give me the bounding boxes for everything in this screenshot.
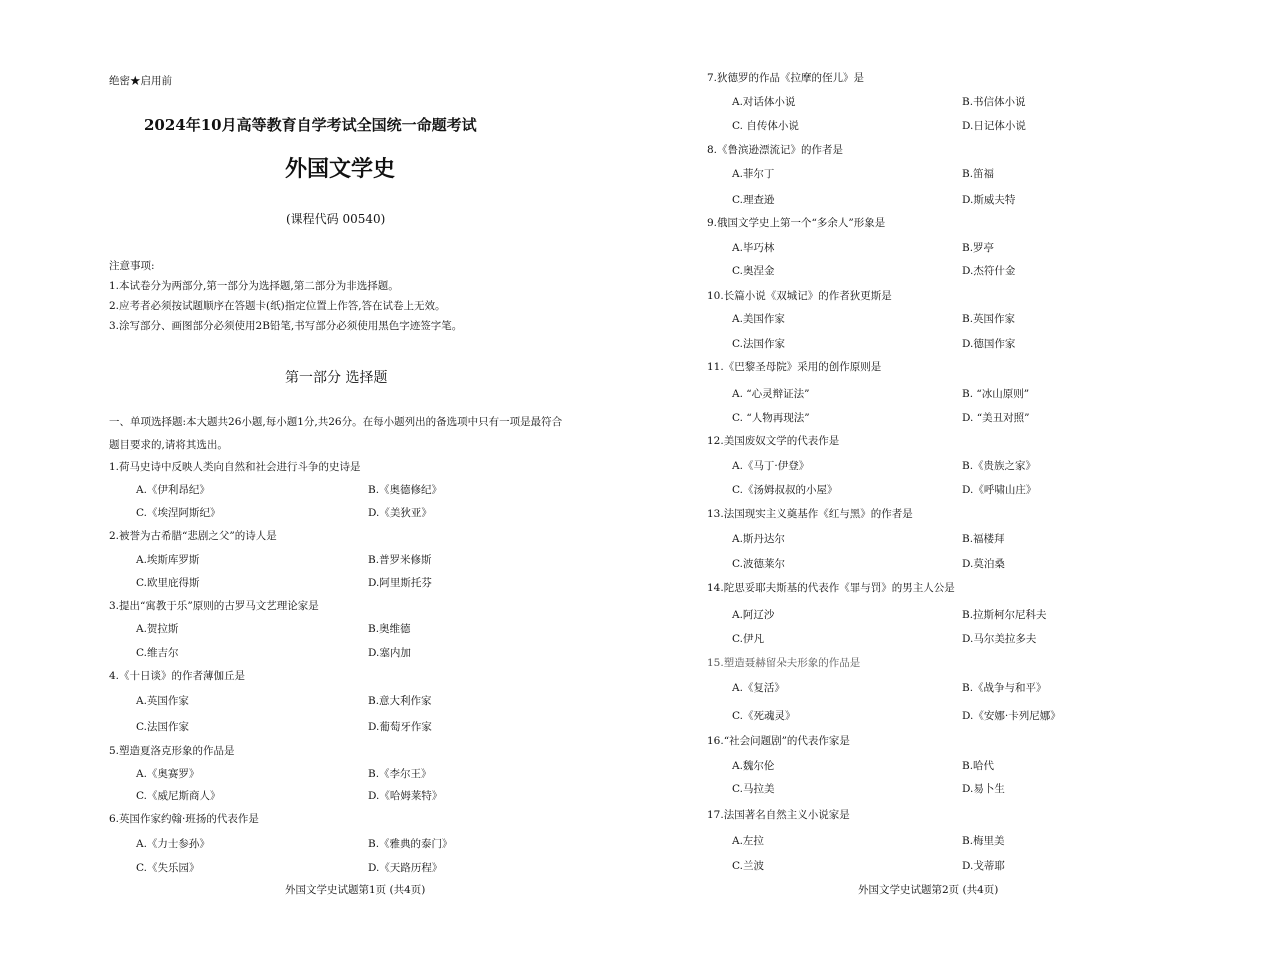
option-c: C.《失乐园》 [136,862,200,874]
page-footer: 外国文学史试题第1页 (共4页) [285,884,426,896]
option-b: B.《战争与和平》 [962,682,1047,694]
option-b: B.英国作家 [962,313,1016,325]
option-a: A.《奥赛罗》 [136,768,200,780]
option-a: A.贺拉斯 [136,623,179,635]
option-d: D.斯威夫特 [962,194,1016,206]
option-c: C.欧里庇得斯 [136,577,200,589]
option-c: C.《汤姆叔叔的小屋》 [732,484,838,496]
option-c: C. “人物再现法” [732,412,810,424]
note-item: 1.本试卷分为两部分,第一部分为选择题,第二部分为非选择题。 [109,280,399,292]
option-c: C.法国作家 [732,338,785,350]
option-c: C.理查逊 [732,194,775,206]
option-b: B.《奥德修纪》 [368,484,443,496]
option-d: D.戈蒂耶 [962,860,1005,872]
option-a: A.《复活》 [732,682,785,694]
option-d: D.莫泊桑 [962,558,1005,570]
option-a: A.左拉 [732,835,764,847]
option-b: B. “冰山原则” [962,388,1030,400]
option-b: B.笛福 [962,168,995,180]
option-a: A.《马丁·伊登》 [732,460,810,472]
option-c: C.奥涅金 [732,265,775,277]
confidential-mark: 绝密★启用前 [109,75,172,87]
question: 11.《巴黎圣母院》采用的创作原则是 [707,361,882,373]
question: 14.陀思妥耶夫斯基的代表作《罪与罚》的男主人公是 [707,582,955,594]
option-b: B.《雅典的泰门》 [368,838,453,850]
option-d: D.杰符什金 [962,265,1016,277]
option-b: B.《李尔王》 [368,768,432,780]
question: 16.“社会问题剧”的代表作家是 [707,735,850,747]
option-a: A.魏尔伦 [732,760,775,772]
option-a: A.美国作家 [732,313,785,325]
note-item: 2.应考者必须按试题顺序在答题卡(纸)指定位置上作答,答在试卷上无效。 [109,300,446,312]
option-c: C.马拉美 [732,783,775,795]
question: 1.荷马史诗中反映人类向自然和社会进行斗争的史诗是 [109,461,361,473]
option-b: B.奥维德 [368,623,411,635]
question: 4.《十日谈》的作者薄伽丘是 [109,670,246,682]
option-c: C.《死魂灵》 [732,710,796,722]
option-d: D.马尔美拉多夫 [962,633,1037,645]
page-footer: 外国文学史试题第2页 (共4页) [858,884,999,896]
option-a: A.《伊利昂纪》 [136,484,210,496]
option-b: B.福楼拜 [962,533,1005,545]
question: 12.美国废奴文学的代表作是 [707,435,840,447]
question: 6.英国作家约翰·班扬的代表作是 [109,813,259,825]
option-d: D. “美丑对照” [962,412,1030,424]
note-item: 3.涂写部分、画图部分必须使用2B铅笔,书写部分必须使用黑色字迹签字笔。 [109,320,463,332]
option-c: C.《威尼斯商人》 [136,790,221,802]
question: 3.提出“寓教于乐”原则的古罗马文艺理论家是 [109,600,319,612]
option-d: D.《安娜·卡列尼娜》 [962,710,1061,722]
option-c: C. 自传体小说 [732,120,799,132]
question: 2.被誉为古希腊“悲剧之父”的诗人是 [109,530,277,542]
option-b: B.普罗米修斯 [368,554,432,566]
question: 15.塑造聂赫留朵夫形象的作品是 [707,657,861,669]
option-b: B.哈代 [962,760,995,772]
option-a: A.阿辽沙 [732,609,775,621]
course-code: (课程代码 00540) [286,212,386,226]
option-a: A.斯丹达尔 [732,533,785,545]
option-b: B.罗亭 [962,242,995,254]
option-d: D.塞内加 [368,647,411,659]
option-d: D.阿里斯托芬 [368,577,432,589]
question: 7.狄德罗的作品《拉摩的侄儿》是 [707,72,865,84]
option-a: A. “心灵辩证法” [732,388,810,400]
part-title: 第一部分 选择题 [285,370,388,386]
exam-title: 2024年10月高等教育自学考试全国统一命题考试 [144,116,477,134]
exam-page-2 [640,0,1280,975]
question: 17.法国著名自然主义小说家是 [707,809,850,821]
option-a: A.对话体小说 [732,96,796,108]
option-b: B.梅里美 [962,835,1005,847]
option-c: C.维吉尔 [136,647,179,659]
question: 9.俄国文学史上第一个“多余人”形象是 [707,217,886,229]
question: 5.塑造夏洛克形象的作品是 [109,745,235,757]
option-a: A.《力士参孙》 [136,838,210,850]
question: 8.《鲁滨逊漂流记》的作者是 [707,144,844,156]
option-d: D.葡萄牙作家 [368,721,432,733]
option-b: B.《贵族之家》 [962,460,1037,472]
option-b: B.意大利作家 [368,695,432,707]
option-b: B.书信体小说 [962,96,1026,108]
section-intro: 一、单项选择题:本大题共26小题,每小题1分,共26分。在每小题列出的备选项中只有一项是最符合 [109,416,563,428]
option-d: D.《美狄亚》 [368,507,432,519]
notes-heading: 注意事项: [109,260,155,272]
subject-title: 外国文学史 [285,156,396,182]
option-d: D.德国作家 [962,338,1016,350]
question: 10.长篇小说《双城记》的作者狄更斯是 [707,290,892,302]
option-a: A.埃斯库罗斯 [136,554,200,566]
option-a: A.英国作家 [136,695,189,707]
option-a: A.菲尔丁 [732,168,775,180]
option-d: D.《哈姆莱特》 [368,790,443,802]
option-c: C.《埃涅阿斯纪》 [136,507,221,519]
option-d: D.日记体小说 [962,120,1026,132]
option-d: D.易卜生 [962,783,1005,795]
question: 13.法国现实主义奠基作《红与黑》的作者是 [707,508,913,520]
option-c: C.法国作家 [136,721,189,733]
option-c: C.波德莱尔 [732,558,785,570]
option-c: C.兰波 [732,860,764,872]
option-d: D.《呼啸山庄》 [962,484,1037,496]
section-intro-cont: 题目要求的,请将其选出。 [109,439,228,451]
option-c: C.伊凡 [732,633,764,645]
option-d: D.《天路历程》 [368,862,443,874]
option-b: B.拉斯柯尔尼科夫 [962,609,1047,621]
option-a: A.毕巧林 [732,242,775,254]
